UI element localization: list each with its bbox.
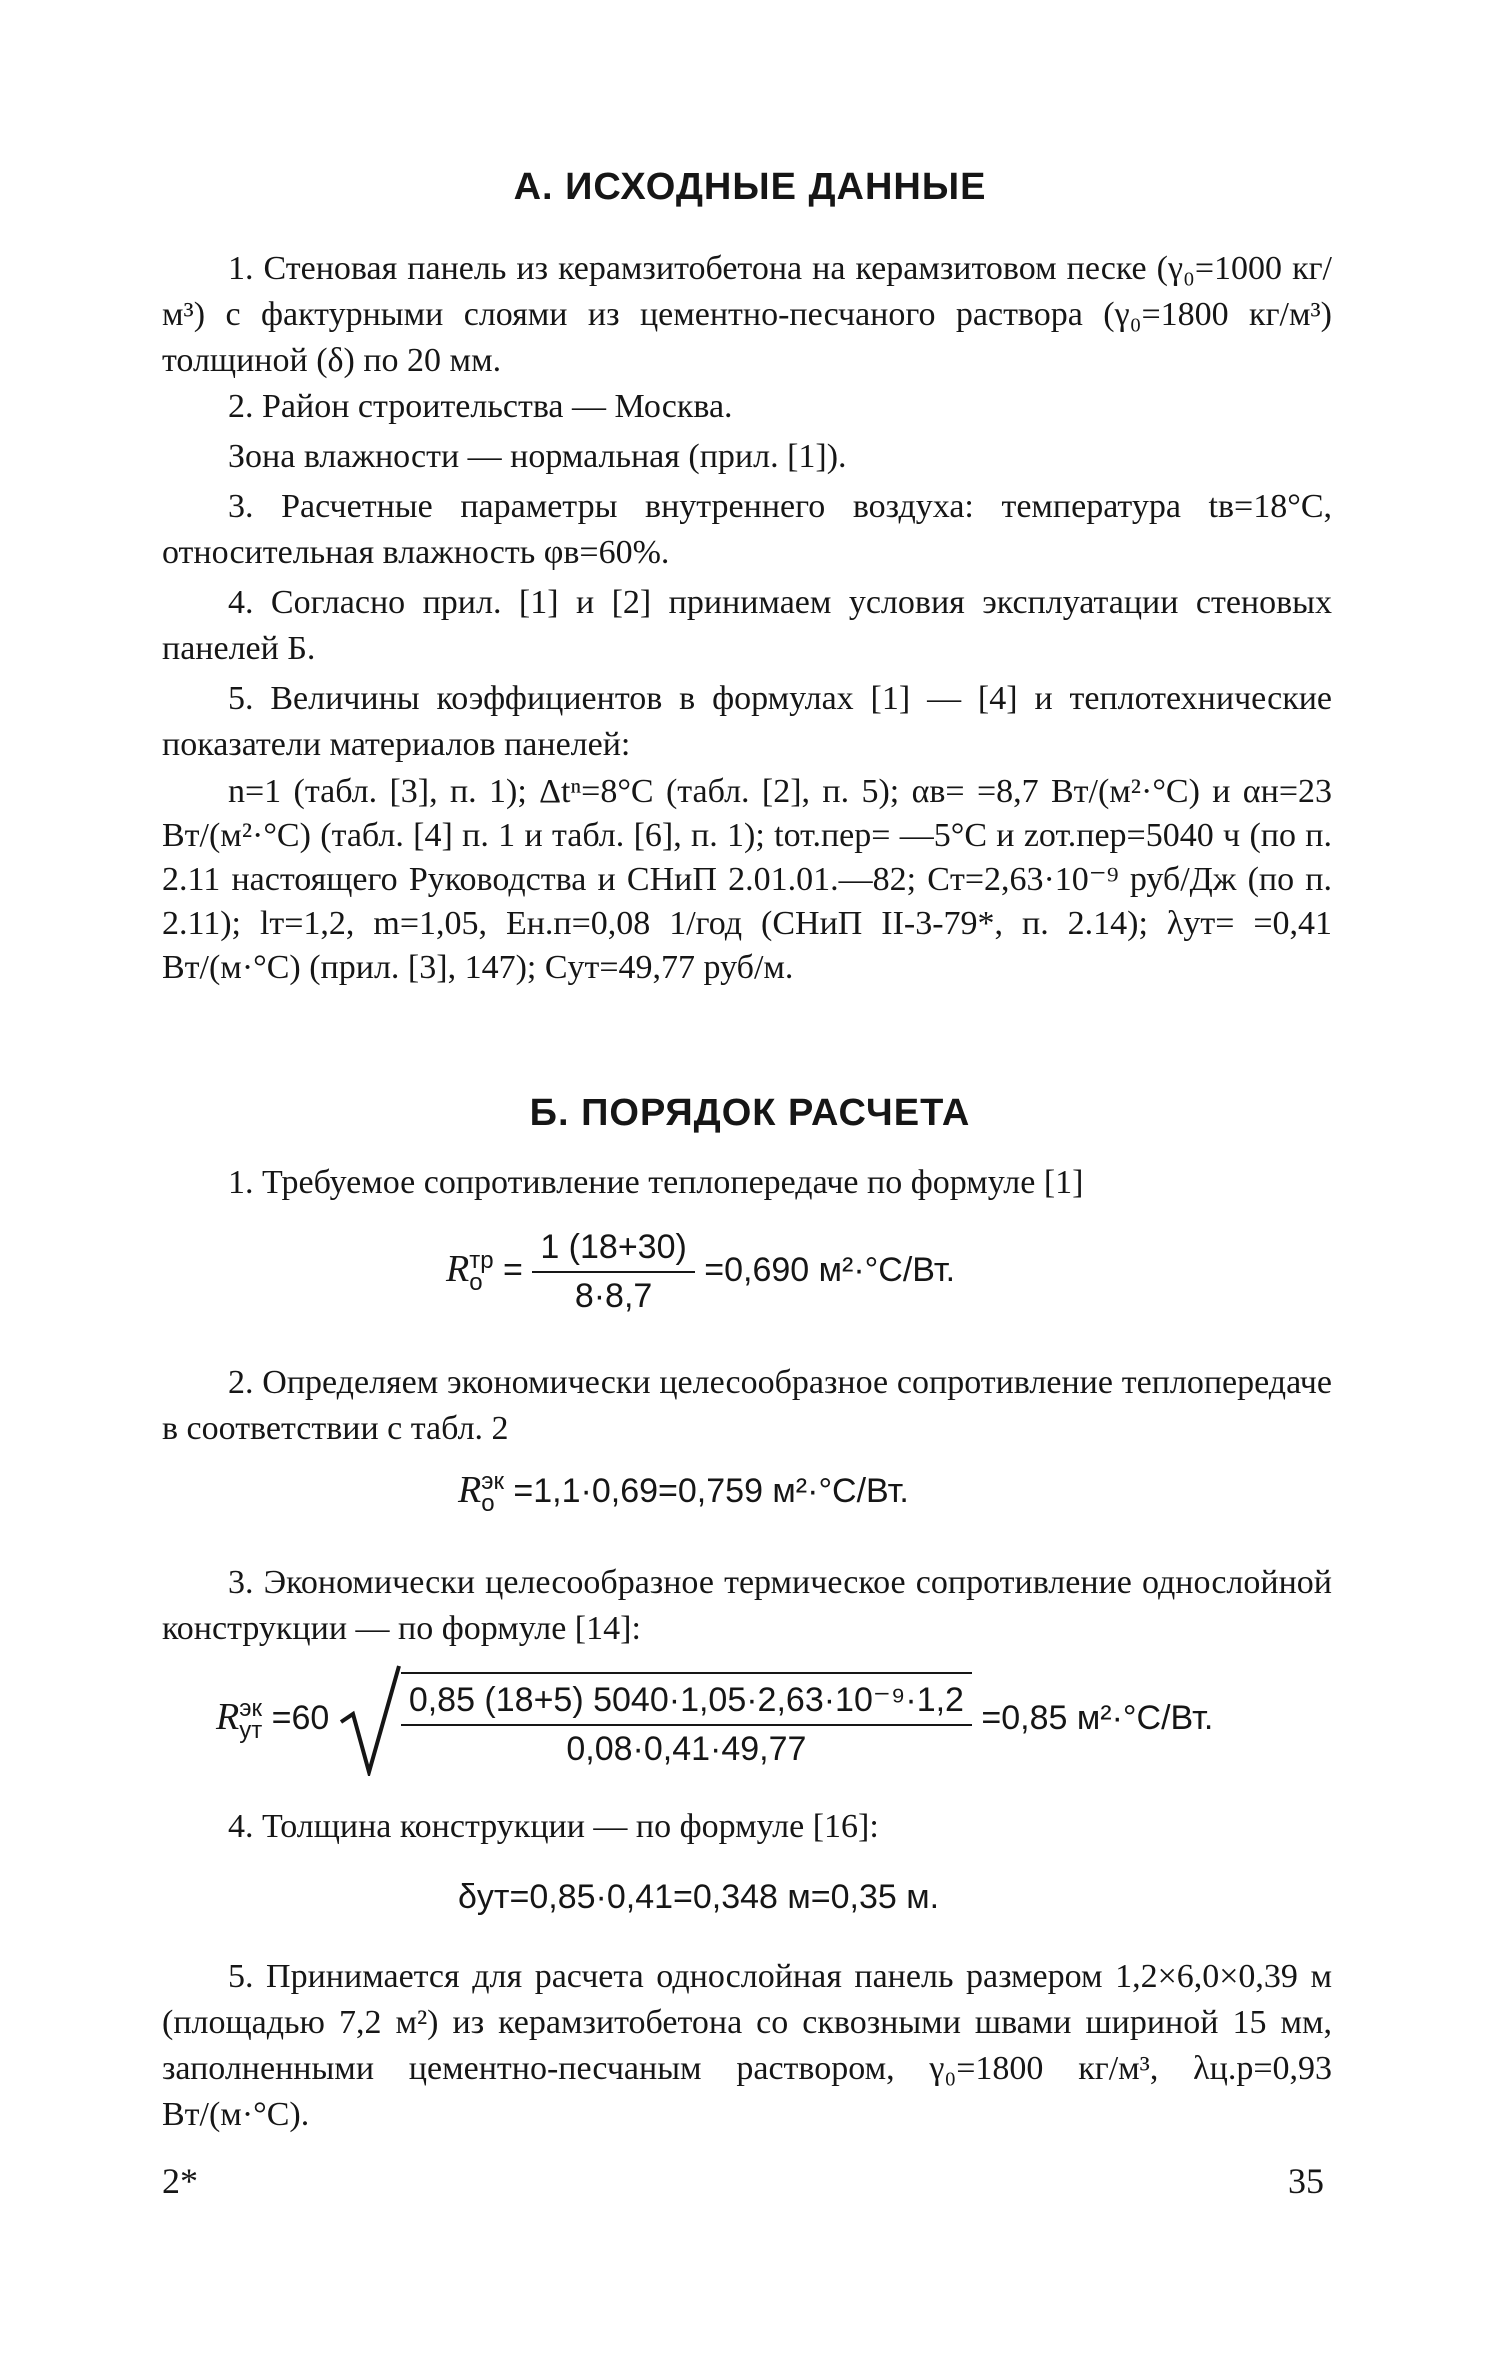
paragraph-a2: 2. Район строительства — Москва. bbox=[228, 388, 733, 425]
page-number: 35 bbox=[1288, 2161, 1324, 2201]
formula-sup: эк bbox=[239, 1695, 262, 1722]
formula-numerator: 1 (18+30) bbox=[532, 1228, 695, 1273]
paragraph-a5-values: n=1 (табл. [3], п. 1); Δtⁿ=8°С (табл. [2], п. 5); αв= =8,7 Вт/(м²·°С) и αн=23 Вт/(м²·°С) (табл. [4] п. 1 и табл. [6], п. 1); tот.пер= —5°С и zот.пер=5040 ч (по п. 2.11 настоящего Руководства и СНиП 2.01.01.—82; Cт=2,63·10⁻⁹ руб/Дж (по п. 2.11); lт=1,2, m=1,05, Eн.п=0,08 1/год (СНиП II-3-79*, п. 2.14); λут= =0,41 Вт/(м·°С) (прил. [3], 147); Cут=49,77 руб/м. bbox=[162, 773, 1332, 986]
formula-numerator: 0,85 (18+5) 5040·1,05·2,63·10⁻⁹·1,2 bbox=[401, 1680, 972, 1726]
formula-denominator: 8·8,7 bbox=[574, 1277, 653, 1315]
paragraph-a1: 1. Стеновая панель из керамзитобетона на керамзитовом песке (γ₀=1000 кг/м³) с фактурными слоями из цементно-песчаного раствора (γ₀=1800 кг/м³) толщиной (δ) по 20 мм. bbox=[162, 250, 1332, 379]
formula-symbol: R bbox=[216, 1695, 240, 1738]
paragraph-a3: 3. Расчетные параметры внутреннего воздуха: температура tв=18°С, относительная влажность φв=60%. bbox=[162, 488, 1332, 571]
formula-sub: о bbox=[481, 1490, 495, 1518]
formula-sup: тр bbox=[469, 1247, 494, 1274]
formula-denominator: 0,08·0,41·49,77 bbox=[566, 1729, 807, 1768]
formula-expression: =1,1·0,69=0,759 м²·°С/Вт. bbox=[513, 1472, 909, 1510]
formula-sub: о bbox=[469, 1269, 483, 1296]
formula-fraction bbox=[532, 1228, 695, 1316]
formula-economic-resistance bbox=[458, 1468, 909, 1518]
paragraph-b4: 4. Толщина конструкции — по формуле [16]: bbox=[228, 1808, 879, 1845]
formula-sup: эк bbox=[481, 1468, 504, 1496]
signature-mark: 2* bbox=[162, 2161, 198, 2201]
formula-sub: ут bbox=[239, 1717, 263, 1744]
paragraph-b5: 5. Принимается для расчета однослойная панель размером 1,2×6,0×0,39 м (площадью 7,2 м²) из керамзитобетона со сквозными швами шириной 15 мм, заполненными цементно-песчаным раствором, γ₀=1800 кг/м³, λц.р=0,93 Вт/(м·°С). bbox=[162, 1958, 1332, 2133]
section-a-title: А. ИСХОДНЫЕ ДАННЫЕ bbox=[513, 166, 987, 208]
paragraph-b3: 3. Экономически целесообразное термическое сопротивление однослойной конструкции — по формуле [14]: bbox=[162, 1564, 1332, 1647]
formula-result: =0,85 м²·°С/Вт. bbox=[981, 1698, 1214, 1737]
formula-result: =0,690 м²·°С/Вт. bbox=[704, 1250, 956, 1289]
paragraph-a2b: Зона влажности — нормальная (прил. [1]). bbox=[228, 438, 847, 475]
formula-expression: δут=0,85·0,41=0,348 м=0,35 м. bbox=[458, 1878, 940, 1916]
formula-symbol: R bbox=[446, 1247, 470, 1290]
formula-coefficient: =60 bbox=[271, 1698, 330, 1737]
formula-fraction bbox=[401, 1680, 972, 1769]
formula-thickness bbox=[458, 1878, 939, 1917]
paragraph-a4: 4. Согласно прил. [1] и [2] принимаем условия эксплуатации стеновых панелей Б. bbox=[162, 584, 1332, 667]
paragraph-b1: 1. Требуемое сопротивление теплопередаче по формуле [1] bbox=[228, 1164, 1084, 1201]
section-b-title: Б. ПОРЯДОК РАСЧЕТА bbox=[529, 1092, 971, 1134]
square-root-icon bbox=[339, 1664, 401, 1776]
paragraph-b2: 2. Определяем экономически целесообразное сопротивление теплопередаче в соответствии с табл. 2 bbox=[162, 1364, 1332, 1447]
paragraph-a5: 5. Величины коэффициентов в формулах [1] — [4] и теплотехнические показатели материалов панелей: bbox=[162, 680, 1332, 763]
formula-required-resistance: R тр о = $\frac{1 (18+30)}{8\cdot 8,7}$ =0,690 м²·°С/Вт. bbox=[446, 1228, 956, 1315]
formula-symbol: R bbox=[458, 1469, 482, 1511]
formula-thermal-resistance bbox=[216, 1664, 1213, 1776]
